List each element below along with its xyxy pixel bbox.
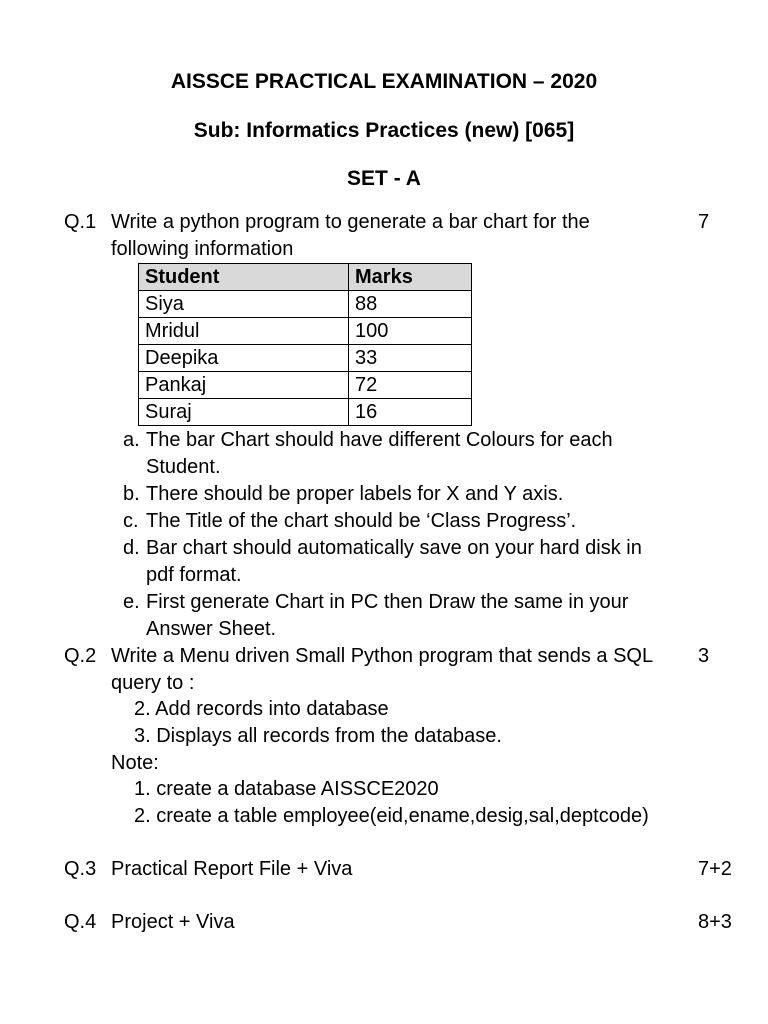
question-text: Practical Report File + Viva: [111, 858, 353, 880]
question-text: Write a python program to generate a bar chart for the: [111, 211, 590, 233]
list-item-continued: pdf format.: [146, 564, 242, 586]
question-text: Write a Menu driven Small Python program that sends a SQL: [111, 645, 654, 667]
question-number: Q.4: [64, 911, 97, 933]
table-cell: Suraj: [139, 399, 349, 426]
table-cell: 88: [349, 291, 472, 318]
question-marks: 8+3: [698, 911, 732, 933]
marks-table: [138, 263, 472, 426]
table-cell: 16: [349, 399, 472, 426]
table-cell: 72: [349, 372, 472, 399]
table-cell: 100: [349, 318, 472, 345]
list-item: First generate Chart in PC then Draw the same in your: [146, 591, 629, 613]
table-cell: Deepika: [139, 345, 349, 372]
question-text-continued: query to :: [111, 672, 195, 694]
question-number: Q.3: [64, 858, 97, 880]
list-item-label: b.: [123, 483, 140, 505]
list-item: There should be proper labels for X and Y axis.: [146, 483, 564, 505]
question-text-continued: following information: [111, 238, 294, 260]
exam-title: AISSCE PRACTICAL EXAMINATION – 2020: [170, 70, 598, 93]
subject-title: Sub: Informatics Practices (new) [065]: [193, 119, 575, 142]
note-label: Note:: [111, 752, 159, 774]
list-item-label: e.: [123, 591, 140, 613]
table-header-cell: Marks: [349, 264, 472, 291]
table-cell: Mridul: [139, 318, 349, 345]
list-item: 2. create a table employee(eid,ename,desig,sal,deptcode): [134, 805, 649, 827]
list-item-continued: Answer Sheet.: [146, 618, 277, 640]
list-item-label: d.: [123, 537, 140, 559]
question-marks: 7: [698, 211, 710, 233]
set-title: SET - A: [347, 167, 421, 190]
list-item: 3. Displays all records from the database.: [134, 725, 502, 747]
table-row: [139, 372, 472, 399]
list-item: 2. Add records into database: [134, 698, 389, 720]
question-number: Q.1: [64, 211, 97, 233]
question-number: Q.2: [64, 645, 97, 667]
table-cell: Pankaj: [139, 372, 349, 399]
table-header-row: [139, 264, 472, 291]
list-item: 1. create a database AISSCE2020: [134, 778, 439, 800]
table-row: [139, 399, 472, 426]
question-marks: 3: [698, 645, 710, 667]
table-row: [139, 291, 472, 318]
table-row: [139, 318, 472, 345]
list-item-continued: Student.: [146, 456, 221, 478]
table-cell: 33: [349, 345, 472, 372]
question-marks: 7+2: [698, 858, 732, 880]
list-item-label: c.: [123, 510, 139, 532]
list-item: The bar Chart should have different Colours for each: [146, 429, 613, 451]
table-cell: Siya: [139, 291, 349, 318]
question-text: Project + Viva: [111, 911, 235, 933]
table-row: [139, 345, 472, 372]
list-item: Bar chart should automatically save on your hard disk in: [146, 537, 642, 559]
table-header-cell: Student: [139, 264, 349, 291]
list-item: The Title of the chart should be ‘Class Progress’.: [146, 510, 577, 532]
list-item-label: a.: [123, 429, 140, 451]
